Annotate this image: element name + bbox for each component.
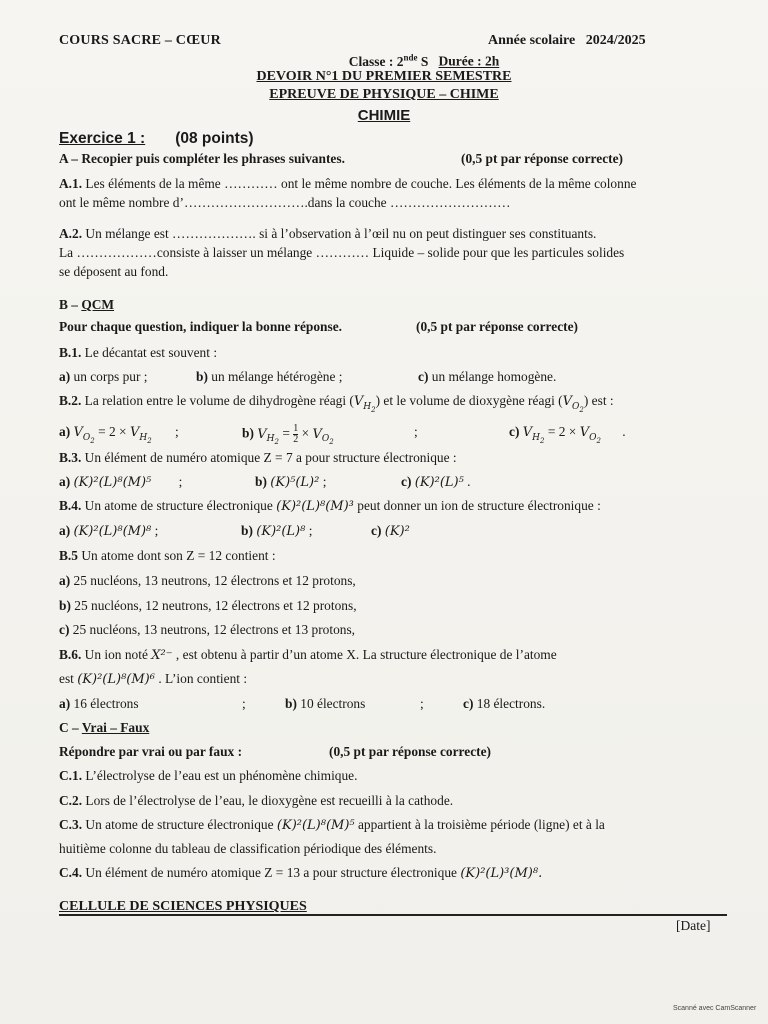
- question-b3: B.3. Un élément de numéro atomique Z = 7 a pour structure électronique :: [59, 450, 457, 465]
- option-b2-b[interactable]: b) $V_{H_2}$ = $\frac{1}{2}$ × $V_{O_2}$: [242, 423, 334, 446]
- question-b6-line2: est (K)²(L)⁸(M)⁶ . L’ion contient :: [59, 671, 248, 687]
- subject-title: EPREUVE DE PHYSIQUE – CHIME: [269, 87, 499, 102]
- school-year-label: Année scolaire: [488, 33, 576, 48]
- option-b2-a[interactable]: a) $V_{O_2} = 2 \times V_{H_2}$ ;: [59, 424, 179, 445]
- option-b4-c[interactable]: c) (K)²: [371, 523, 410, 539]
- question-a2-line1: A.2. Un mélange est ………………. si à l’observation à l’œil nu on peut distinguer ses constituants.: [59, 226, 597, 241]
- section-c-note: (0,5 pt par réponse correcte): [329, 744, 492, 759]
- question-b4-options: [59, 523, 721, 539]
- option-b3-c[interactable]: c) (K)²(L)⁵ .: [401, 474, 471, 490]
- section-c-heading: C – Vrai – Faux: [59, 720, 150, 735]
- question-c4: C.4. Un élément de numéro atomique Z = 13 a pour structure électronique (K)²(L)³(M)⁸.: [59, 865, 543, 881]
- exercise-points: (08 points): [175, 130, 254, 147]
- section-c-instruction: Répondre par vrai ou par faux :: [59, 744, 243, 759]
- school-year: [488, 33, 646, 49]
- class-label: Classe : 2nde S: [348, 52, 429, 69]
- exercise-label: Exercice 1 :: [59, 130, 146, 147]
- scanner-watermark: Scanné avec CamScanner: [673, 1005, 757, 1012]
- option-b6-a[interactable]: a) 16 électrons: [59, 696, 139, 711]
- section-a-note: (0,5 pt par réponse correcte): [461, 151, 624, 166]
- question-b1: B.1. Le décantat est souvent :: [59, 345, 218, 360]
- question-c2: C.2. Lors de l’électrolyse de l’eau, le dioxygène est recueilli à la cathode.: [59, 793, 454, 808]
- footer-divider: [59, 914, 727, 916]
- option-b3-b[interactable]: b) (K)⁵(L)² ;: [255, 474, 327, 490]
- option-b5-b[interactable]: b) 25 nucléons, 12 neutrons, 12 électrons et 12 protons,: [59, 598, 357, 613]
- separator: ;: [414, 424, 418, 439]
- option-b4-b[interactable]: b) (K)²(L)⁸ ;: [241, 523, 313, 539]
- question-b6-line1: B.6. Un ion noté X²⁻ , est obtenu à partir d’un atome X. La structure électronique de l’atome: [59, 647, 557, 663]
- duration: Durée : 2h: [438, 53, 500, 69]
- question-b6-options: [59, 696, 721, 712]
- question-a1-line2: ont le même nombre d’……………………….dans la couche ………………………: [59, 195, 511, 210]
- class-duration: [40, 52, 768, 70]
- section-a-heading: A – Recopier puis compléter les phrases suivantes.: [59, 151, 345, 166]
- exercise-heading: [59, 130, 254, 148]
- question-c1: C.1. L’électrolyse de l’eau est un phénomène chimique.: [59, 768, 358, 783]
- section-b-heading: B – QCM: [59, 297, 115, 312]
- question-a2-line3: se déposent au fond.: [59, 264, 169, 279]
- section-b-note: (0,5 pt par réponse correcte): [416, 319, 579, 334]
- footer-date: [Date]: [676, 918, 711, 933]
- option-b5-c[interactable]: c) 25 nucléons, 13 neutrons, 12 électrons et 13 protons,: [59, 622, 356, 637]
- option-b1-b[interactable]: b) un mélange hétérogène ;: [196, 369, 343, 384]
- section-title: CHIMIE: [357, 107, 411, 124]
- option-b4-a[interactable]: a) (K)²(L)⁸(M)⁸ ;: [59, 523, 159, 539]
- separator: ;: [242, 696, 246, 711]
- question-b2: B.2. La relation entre le volume de dihydrogène réagi $(V_{H_2})$ et le volume de dioxygène réagi $(V_{O_2})$ est :: [59, 393, 614, 414]
- footer-cell: CELLULE DE SCIENCES PHYSIQUES: [59, 899, 307, 914]
- question-a2-line2: La ………………consiste à laisser un mélange ………… Liquide – solide pour que les particules solides: [59, 245, 625, 260]
- test-title: DEVOIR N°1 DU PREMIER SEMESTRE: [256, 69, 512, 84]
- option-b6-b[interactable]: b) 10 électrons: [285, 696, 366, 711]
- option-b2-c[interactable]: c) $V_{H_2} = 2 \times V_{O_2}$ .: [509, 424, 626, 445]
- question-c3-line2: huitième colonne du tableau de classification périodique des éléments.: [59, 841, 437, 856]
- separator: ;: [420, 696, 424, 711]
- school-year-value: 2024/2025: [585, 33, 646, 48]
- question-a1-line1: A.1. Les éléments de la même ………… ont le même nombre de couche. Les éléments de la même colonne: [59, 176, 637, 191]
- question-b2-options: [59, 424, 721, 444]
- school-name: COURS SACRE – CŒUR: [59, 33, 221, 48]
- question-c3-line1: C.3. Un atome de structure électronique (K)²(L)⁸(M)⁵ appartient à la troisième période (ligne) et à la: [59, 817, 605, 833]
- question-b1-options: [59, 369, 721, 385]
- option-b1-a[interactable]: a) un corps pur ;: [59, 369, 148, 384]
- option-b1-c[interactable]: c) un mélange homogène.: [418, 369, 557, 384]
- question-b3-options: [59, 474, 721, 490]
- option-b6-c[interactable]: c) 18 électrons.: [463, 696, 546, 711]
- section-b-instruction: Pour chaque question, indiquer la bonne réponse.: [59, 319, 343, 334]
- option-b5-a[interactable]: a) 25 nucléons, 13 neutrons, 12 électrons et 12 protons,: [59, 573, 356, 588]
- question-b5: B.5 Un atome dont son Z = 12 contient :: [59, 548, 276, 563]
- option-b3-a[interactable]: a) (K)²(L)⁸(M)⁵ ;: [59, 474, 183, 490]
- question-b4: B.4. Un atome de structure électronique (K)²(L)⁸(M)³ peut donner un ion de structure électronique :: [59, 498, 601, 514]
